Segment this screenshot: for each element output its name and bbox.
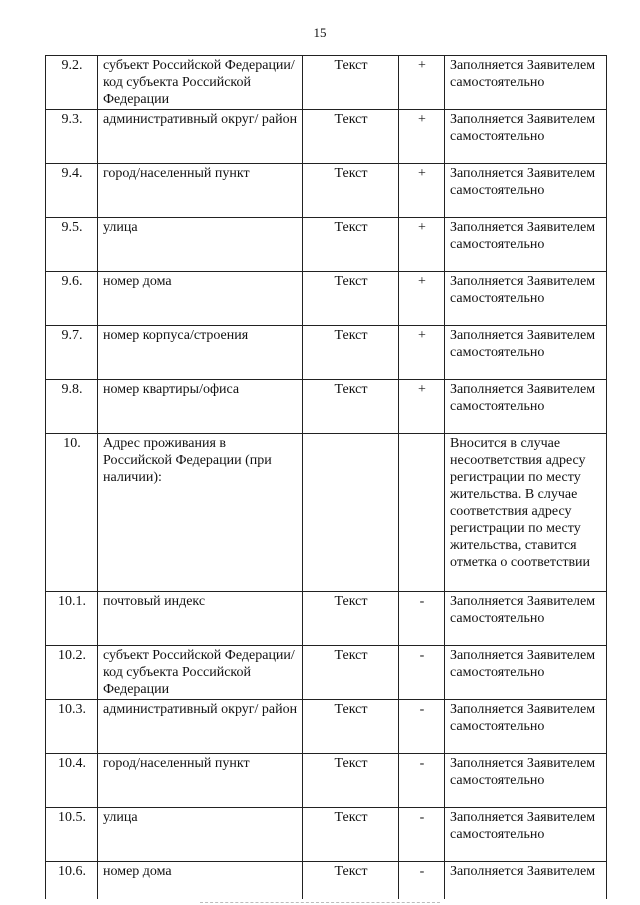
field-note: Заполняется Заявителем самостоятельно: [445, 700, 607, 754]
row-number: 10.5.: [46, 808, 98, 862]
field-note: Заполняется Заявителем самостоятельно: [445, 646, 607, 700]
table-row: [46, 110, 607, 164]
row-number: 9.7.: [46, 326, 98, 380]
required-mark: -: [399, 862, 445, 900]
required-mark: -: [399, 754, 445, 808]
field-name: административный округ/ район: [98, 700, 303, 754]
field-note: Заполняется Заявителем самостоятельно: [445, 164, 607, 218]
table-row: [46, 700, 607, 754]
scan-edge-mark: [200, 901, 440, 903]
required-mark: -: [399, 808, 445, 862]
field-name: номер корпуса/строения: [98, 326, 303, 380]
field-type: Текст: [303, 272, 399, 326]
field-note: Заполняется Заявителем самостоятельно: [445, 592, 607, 646]
row-number: 10.3.: [46, 700, 98, 754]
required-mark: -: [399, 592, 445, 646]
field-type: Текст: [303, 808, 399, 862]
required-mark: [399, 434, 445, 592]
field-type: Текст: [303, 754, 399, 808]
row-number: 10.2.: [46, 646, 98, 700]
table-row: [46, 164, 607, 218]
field-name: улица: [98, 808, 303, 862]
field-type: Текст: [303, 380, 399, 434]
field-name: почтовый индекс: [98, 592, 303, 646]
field-type: Текст: [303, 700, 399, 754]
field-note: Заполняется Заявителем самостоятельно: [445, 754, 607, 808]
required-mark: +: [399, 326, 445, 380]
fields-table: [45, 55, 607, 899]
required-mark: +: [399, 110, 445, 164]
field-name: город/населенный пункт: [98, 754, 303, 808]
page-number: 15: [313, 25, 327, 40]
row-number: 9.6.: [46, 272, 98, 326]
field-type: Текст: [303, 164, 399, 218]
field-name: город/населенный пункт: [98, 164, 303, 218]
required-mark: +: [399, 380, 445, 434]
row-number: 9.2.: [46, 56, 98, 110]
table-row: [46, 56, 607, 110]
field-type: Текст: [303, 56, 399, 110]
table-row: [46, 646, 607, 700]
field-note: Заполняется Заявителем самостоятельно: [445, 808, 607, 862]
table-row: [46, 326, 607, 380]
field-type: Текст: [303, 592, 399, 646]
field-note: Заполняется Заявителем самостоятельно: [445, 110, 607, 164]
required-mark: -: [399, 646, 445, 700]
row-number: 9.5.: [46, 218, 98, 272]
row-number: 10.4.: [46, 754, 98, 808]
field-note: Вносится в случае несоответствия адресу регистрации по месту жительства. В случае соответствия адресу регистрации по месту жительства, ставится отметка о соответствии: [445, 434, 607, 592]
field-note: Заполняется Заявителем: [445, 862, 607, 900]
field-type: Текст: [303, 326, 399, 380]
field-type: Текст: [303, 862, 399, 900]
field-note: Заполняется Заявителем самостоятельно: [445, 272, 607, 326]
field-type: Текст: [303, 646, 399, 700]
table-row: [46, 592, 607, 646]
row-number: 9.4.: [46, 164, 98, 218]
field-name: улица: [98, 218, 303, 272]
field-name: номер квартиры/офиса: [98, 380, 303, 434]
field-type: Текст: [303, 110, 399, 164]
field-type: Текст: [303, 218, 399, 272]
row-number: 10.6.: [46, 862, 98, 900]
row-number: 9.3.: [46, 110, 98, 164]
table-row: [46, 218, 607, 272]
field-note: Заполняется Заявителем самостоятельно: [445, 380, 607, 434]
row-number: 9.8.: [46, 380, 98, 434]
required-mark: +: [399, 218, 445, 272]
required-mark: -: [399, 700, 445, 754]
field-note: Заполняется Заявителем самостоятельно: [445, 326, 607, 380]
table-row: [46, 808, 607, 862]
field-name: Адрес проживания в Российской Федерации (при наличии):: [98, 434, 303, 592]
required-mark: +: [399, 164, 445, 218]
field-type: [303, 434, 399, 592]
field-note: Заполняется Заявителем самостоятельно: [445, 56, 607, 110]
field-name: номер дома: [98, 272, 303, 326]
row-number: 10.1.: [46, 592, 98, 646]
field-name: субъект Российской Федерации/код субъекта Российской Федерации: [98, 646, 303, 700]
table-row: [46, 380, 607, 434]
table-row-section-header: [46, 434, 607, 592]
required-mark: +: [399, 272, 445, 326]
table-row: [46, 754, 607, 808]
required-mark: +: [399, 56, 445, 110]
field-name: субъект Российской Федерации/код субъекта Российской Федерации: [98, 56, 303, 110]
table-row: [46, 272, 607, 326]
field-name: административный округ/ район: [98, 110, 303, 164]
field-note: Заполняется Заявителем самостоятельно: [445, 218, 607, 272]
row-number: 10.: [46, 434, 98, 592]
table-row: [46, 862, 607, 900]
field-name: номер дома: [98, 862, 303, 900]
